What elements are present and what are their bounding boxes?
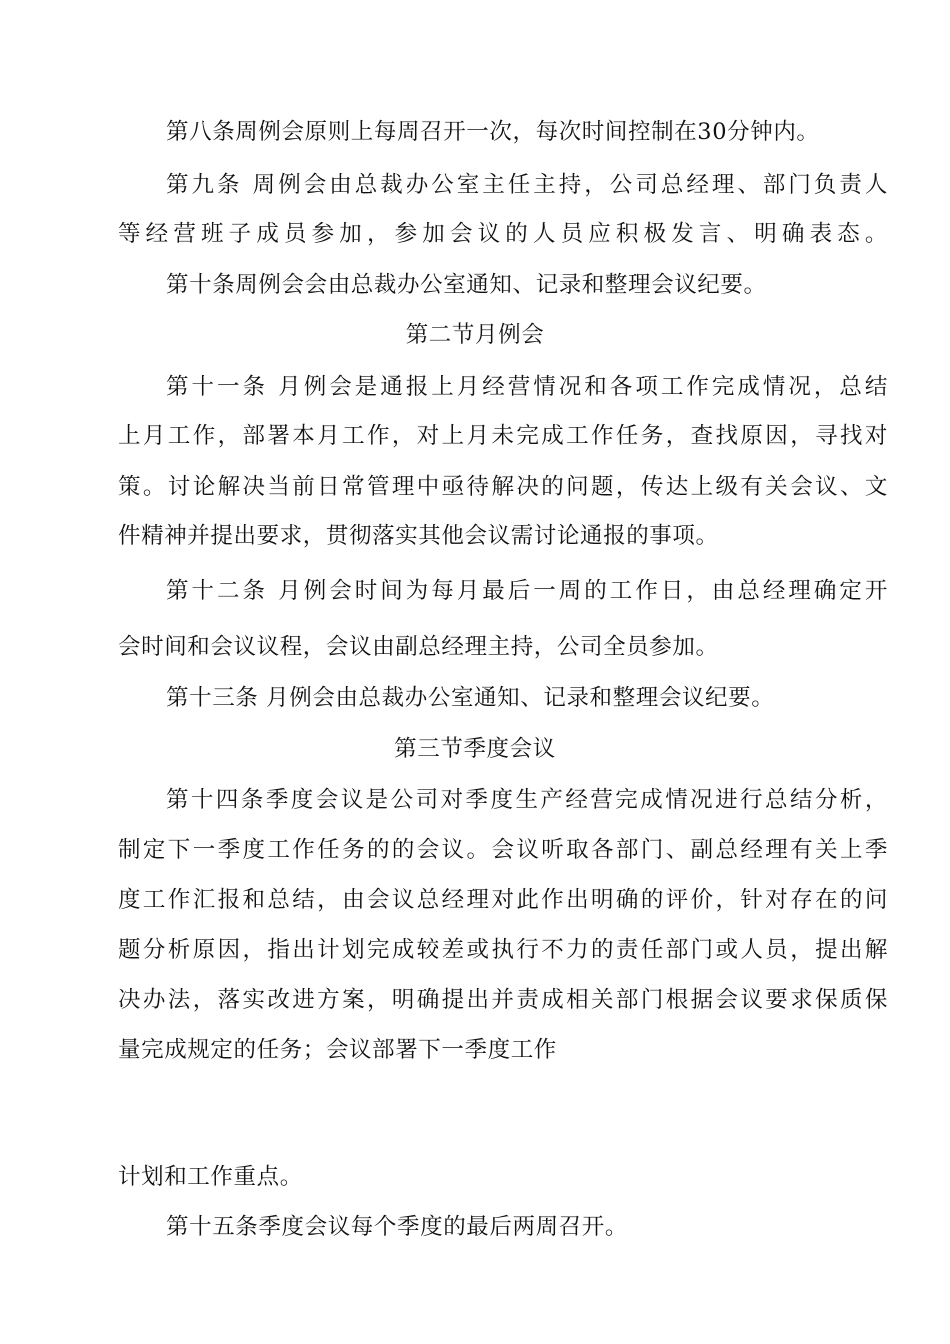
paragraph-article-14-line-2: 制定下一季度工作任务的的会议。会议听取各部门、副总经理有关上季	[118, 837, 888, 863]
paragraph-article-9-line-2: 等经营班子成员参加，参加会议的人员应积极发言、明确表态。	[118, 221, 888, 247]
paragraph-article-15: 第十五条季度会议每个季度的最后两周召开。	[166, 1214, 629, 1240]
paragraph-article-12-line-2: 会时间和会议议程，会议由副总经理主持，公司全员参加。	[118, 634, 719, 660]
paragraph-article-14-line-5: 决办法，落实改进方案，明确提出并责成相关部门根据会议要求保质保	[118, 987, 888, 1013]
paragraph-article-11-line-3: 策。讨论解决当前日常管理中亟待解决的问题，传达上级有关会议、文	[118, 474, 888, 500]
paragraph-article-11-line-1: 第十一条 月例会是通报上月经营情况和各项工作完成情况，总结	[166, 374, 888, 400]
section-heading-quarterly-meeting: 第三节季度会议	[394, 736, 556, 762]
section-heading-monthly-meeting: 第二节月例会	[405, 322, 545, 348]
paragraph-article-8: 第八条周例会原则上每周召开一次，每次时间控制在30分钟内。	[166, 119, 820, 145]
paragraph-article-12-line-1: 第十二条 月例会时间为每月最后一周的工作日，由总经理确定开	[166, 578, 888, 604]
paragraph-article-14-line-1: 第十四条季度会议是公司对季度生产经营完成情况进行总结分析，	[166, 787, 888, 813]
paragraph-article-10: 第十条周例会会由总裁办公室通知、记录和整理会议纪要。	[166, 272, 767, 298]
paragraph-article-11-line-2: 上月工作，部署本月工作，对上月未完成工作任务，查找原因，寻找对	[118, 423, 888, 449]
paragraph-article-14-line-3: 度工作汇报和总结，由会议总经理对此作出明确的评价，针对存在的问	[118, 887, 888, 913]
paragraph-article-9-line-1: 第九条 周例会由总裁办公室主任主持，公司总经理、部门负责人	[166, 172, 888, 198]
paragraph-article-11-line-4: 件精神并提出要求，贯彻落实其他会议需讨论通报的事项。	[118, 523, 719, 549]
paragraph-article-13: 第十三条 月例会由总裁办公室通知、记录和整理会议纪要。	[166, 685, 775, 711]
paragraph-article-14-line-7: 计划和工作重点。	[118, 1164, 303, 1190]
paragraph-article-14-line-4: 题分析原因，指出计划完成较差或执行不力的责任部门或人员，提出解	[118, 937, 888, 963]
paragraph-article-14-line-6: 量完成规定的任务；会议部署下一季度工作	[118, 1037, 557, 1063]
